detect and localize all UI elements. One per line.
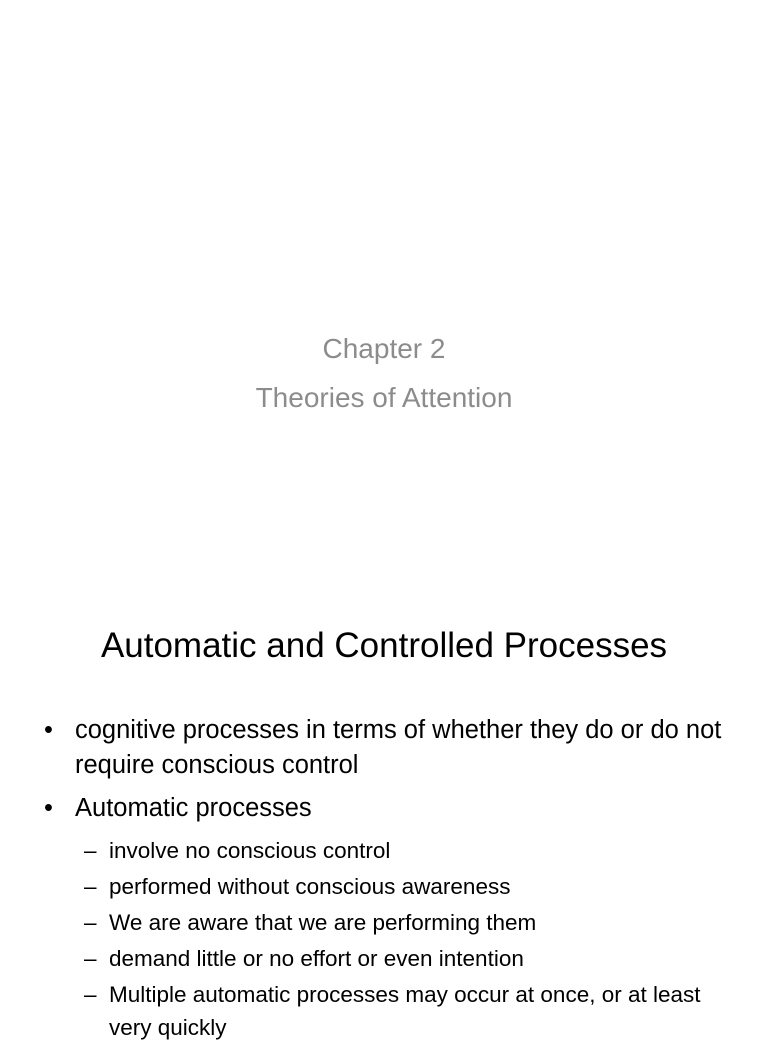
sub-bullet-text: Multiple automatic processes may occur at once, or at least very quickly xyxy=(109,982,701,1040)
sub-bullet-text: demand little or no effort or even intention xyxy=(109,946,524,971)
bullet-list xyxy=(0,713,768,1047)
dash-marker: – xyxy=(84,946,97,971)
sub-bullet-text: performed without conscious awareness xyxy=(109,874,511,899)
bullet-marker: • xyxy=(44,794,53,822)
bullet-marker: • xyxy=(44,716,53,744)
dash-marker: – xyxy=(84,982,97,1007)
sub-bullet-item xyxy=(0,834,768,867)
bullet-text: Automatic processes xyxy=(75,794,312,822)
sub-bullet-item xyxy=(0,906,768,939)
dash-marker: – xyxy=(84,874,97,899)
sub-bullet-item xyxy=(0,942,768,975)
content-slide xyxy=(0,576,768,1040)
dash-marker: – xyxy=(84,910,97,935)
sub-bullet-text: involve no conscious control xyxy=(109,838,391,863)
bullet-item xyxy=(0,713,768,783)
chapter-title: Theories of Attention xyxy=(255,382,513,413)
dash-marker: – xyxy=(84,838,97,863)
sub-bullet-text: We are aware that we are performing them xyxy=(109,910,537,935)
slide-title: Automatic and Controlled Processes xyxy=(100,626,668,665)
sub-bullet-item xyxy=(0,870,768,903)
chapter-number: Chapter 2 xyxy=(322,333,446,364)
bullet-text: cognitive processes in terms of whether they do or do not require conscious control xyxy=(75,716,722,779)
bullet-item xyxy=(0,791,768,826)
sub-bullet-item xyxy=(0,978,768,1044)
